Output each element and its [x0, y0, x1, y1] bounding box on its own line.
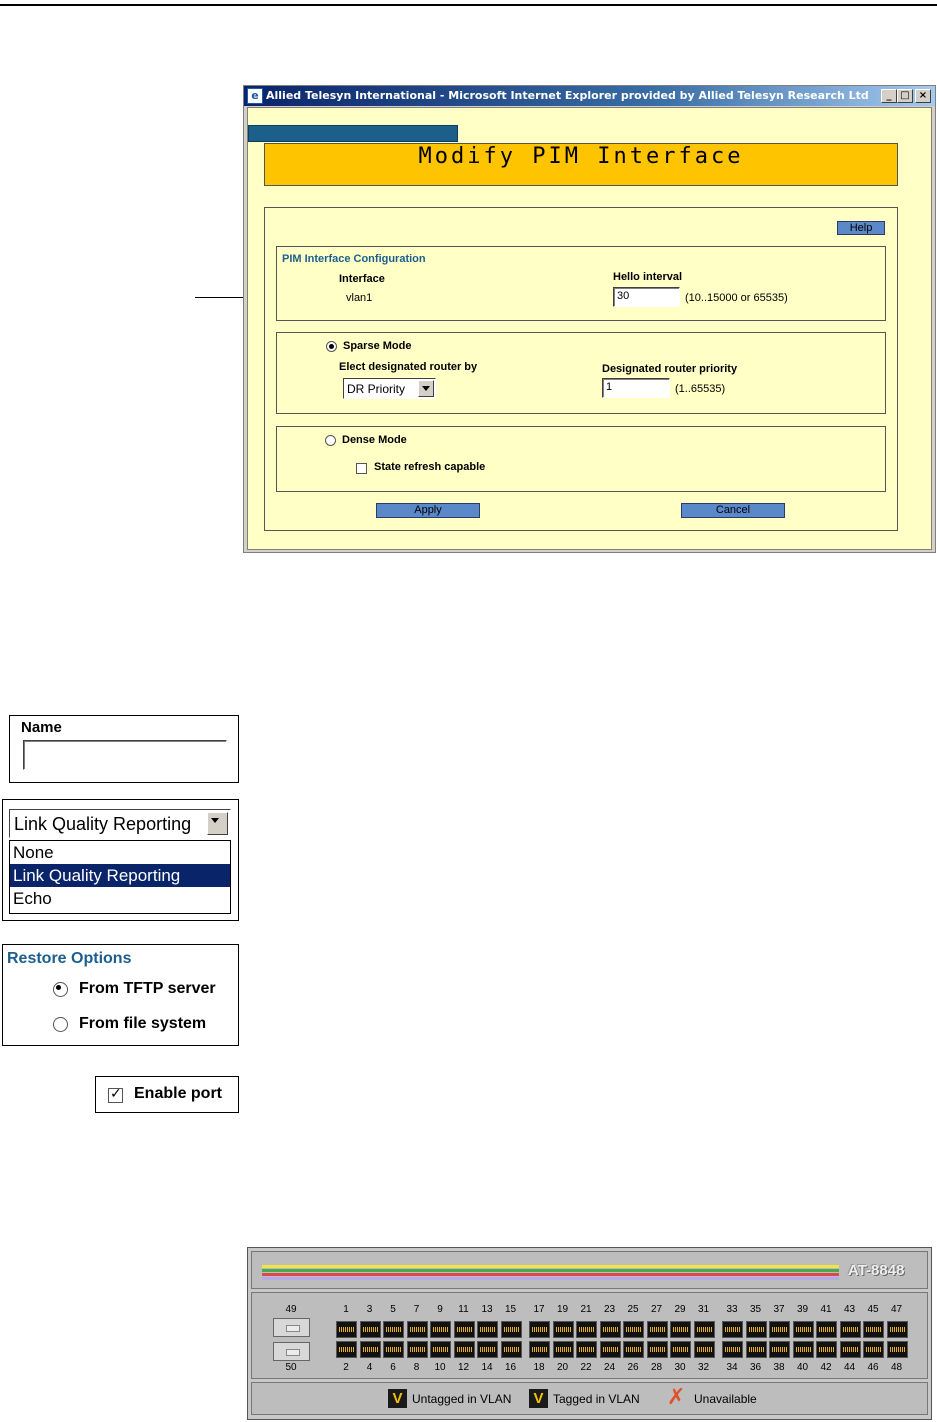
tftp-radio[interactable]	[53, 982, 68, 997]
name-input[interactable]	[23, 740, 227, 770]
close-button[interactable]: ×	[915, 89, 931, 103]
rj45-port[interactable]	[670, 1341, 691, 1358]
port-number: 1	[343, 1304, 349, 1315]
port-number: 23	[603, 1304, 616, 1315]
interface-value: vlan1	[346, 292, 373, 304]
rj45-port[interactable]	[477, 1321, 498, 1338]
dropdown-option[interactable]: None	[13, 843, 54, 862]
rj45-port[interactable]	[529, 1321, 550, 1338]
port-number: 21	[580, 1304, 592, 1315]
restore-options-title: Restore Options	[7, 950, 132, 967]
switch-model: AT-8848	[848, 1262, 905, 1279]
dropdown-list	[9, 840, 231, 914]
port-number: 13	[481, 1304, 493, 1315]
dense-section	[276, 426, 886, 492]
rj45-port[interactable]	[383, 1321, 404, 1338]
stripe-yellow	[262, 1265, 839, 1268]
enable-port-widget	[95, 1076, 239, 1113]
port-number: 7	[413, 1304, 420, 1315]
rj45-port[interactable]	[360, 1321, 381, 1338]
port-number: 29	[674, 1304, 686, 1315]
switch-header	[251, 1251, 928, 1289]
rj45-port[interactable]	[501, 1341, 522, 1358]
rj45-port[interactable]	[816, 1321, 837, 1338]
port-number: 50	[285, 1362, 297, 1373]
port-number: 6	[390, 1362, 396, 1373]
rj45-port[interactable]	[746, 1321, 767, 1338]
rj45-port[interactable]	[501, 1321, 522, 1338]
port-number: 18	[533, 1362, 545, 1373]
state-refresh-checkbox[interactable]	[356, 463, 367, 474]
enable-port-checkbox[interactable]	[108, 1088, 123, 1103]
state-refresh-label: State refresh capable	[374, 461, 486, 473]
port-number: 48	[890, 1362, 903, 1373]
form-panel	[264, 207, 898, 531]
port-number: 35	[749, 1304, 762, 1315]
port-number: 19	[556, 1304, 569, 1315]
untagged-label: Untagged in VLAN	[412, 1392, 512, 1406]
port-number: 27	[650, 1304, 663, 1315]
file-system-label: From file system	[79, 1015, 207, 1032]
checkmark-icon: ✓	[110, 1086, 122, 1102]
rj45-port[interactable]	[600, 1341, 621, 1358]
minimize-button[interactable]: _	[881, 89, 897, 103]
elect-dropdown-value: DR Priority	[347, 382, 406, 396]
rj45-port[interactable]	[576, 1321, 597, 1338]
port-number: 39	[796, 1304, 809, 1315]
port-number: 45	[867, 1304, 879, 1315]
page-content	[247, 107, 932, 550]
rj45-port[interactable]	[694, 1341, 715, 1358]
rj45-port[interactable]	[670, 1321, 691, 1338]
rj45-port[interactable]	[336, 1321, 357, 1338]
port-number: 16	[504, 1362, 517, 1373]
port-number: 43	[843, 1304, 856, 1315]
rj45-port[interactable]	[746, 1341, 767, 1358]
port-number: 3	[366, 1304, 373, 1315]
port-number: 30	[674, 1362, 686, 1373]
priority-range: (1..65535)	[675, 383, 726, 395]
rj45-port[interactable]	[529, 1341, 550, 1358]
page-top-rule	[0, 4, 937, 6]
port-number: 26	[627, 1362, 639, 1373]
unavailable-label: Unavailable	[694, 1392, 757, 1406]
rj45-port[interactable]	[430, 1321, 451, 1338]
window-title: Allied Telesyn International - Microsoft Internet Explorer provided by Allied Telesyn Research Ltd	[266, 89, 869, 102]
name-widget	[9, 715, 239, 783]
apply-button[interactable]: Apply	[376, 503, 480, 518]
nav-tab[interactable]	[248, 125, 458, 142]
port-number: 2	[343, 1362, 349, 1373]
file-system-radio[interactable]	[53, 1017, 68, 1032]
rj45-port[interactable]	[647, 1341, 668, 1358]
port-number: 47	[890, 1304, 903, 1315]
rj45-port[interactable]	[887, 1341, 908, 1358]
name-label: Name	[21, 719, 62, 736]
chevron-down-icon[interactable]	[207, 812, 228, 835]
port-area	[251, 1292, 928, 1379]
rj45-port[interactable]	[407, 1321, 428, 1338]
maximize-button[interactable]: □	[897, 89, 913, 103]
dropdown-option-highlighted[interactable]: Link Quality Reporting	[10, 864, 230, 887]
tftp-label: From TFTP server	[79, 980, 216, 997]
port-number: 41	[820, 1304, 832, 1315]
rj45-port[interactable]	[553, 1341, 574, 1358]
stripe-green	[262, 1269, 839, 1272]
untagged-icon: V	[388, 1389, 407, 1408]
elect-label: Elect designated router by	[339, 361, 478, 373]
sfp-port-49[interactable]	[273, 1318, 310, 1337]
port-number: 49	[285, 1304, 297, 1315]
restore-options-widget	[2, 944, 239, 1046]
sparse-mode-radio[interactable]	[326, 341, 337, 352]
port-number: 8	[413, 1362, 420, 1373]
tagged-label: Tagged in VLAN	[553, 1392, 640, 1406]
port-number: 12	[457, 1362, 470, 1373]
enable-port-label: Enable port	[134, 1085, 223, 1102]
port-number: 20	[556, 1362, 569, 1373]
tagged-icon: V	[529, 1389, 548, 1408]
rj45-port[interactable]	[694, 1321, 715, 1338]
sparse-mode-label: Sparse Mode	[343, 340, 412, 352]
port-number: 31	[697, 1304, 710, 1315]
port-number: 17	[533, 1304, 545, 1315]
elect-dropdown[interactable]	[343, 378, 436, 399]
port-number: 38	[773, 1362, 785, 1373]
port-number: 33	[726, 1304, 738, 1315]
rj45-port[interactable]	[722, 1321, 743, 1338]
unavailable-icon: ✗	[667, 1385, 686, 1410]
port-number: 46	[867, 1362, 879, 1373]
rj45-port[interactable]	[454, 1321, 475, 1338]
ie-logo-icon: e	[247, 88, 263, 104]
rj45-port[interactable]	[863, 1341, 884, 1358]
rj45-port[interactable]	[887, 1321, 908, 1338]
rj45-port[interactable]	[360, 1341, 381, 1358]
rj45-port[interactable]	[769, 1321, 790, 1338]
rj45-port[interactable]	[793, 1341, 814, 1358]
hello-interval-label: Hello interval	[613, 271, 683, 283]
rj45-port[interactable]	[623, 1321, 644, 1338]
hello-interval-range: (10..15000 or 65535)	[685, 292, 788, 304]
rj45-port[interactable]	[336, 1341, 357, 1358]
port-number: 15	[504, 1304, 517, 1315]
rj45-port[interactable]	[553, 1321, 574, 1338]
port-number: 40	[796, 1362, 809, 1373]
rj45-port[interactable]	[863, 1321, 884, 1338]
port-number: 36	[749, 1362, 762, 1373]
rj45-port[interactable]	[647, 1321, 668, 1338]
rj45-port[interactable]	[793, 1321, 814, 1338]
rj45-port[interactable]	[816, 1341, 837, 1358]
rj45-port[interactable]	[600, 1321, 621, 1338]
rj45-port[interactable]	[722, 1341, 743, 1358]
rj45-port[interactable]	[840, 1341, 861, 1358]
dropdown-option[interactable]: Echo	[13, 889, 52, 908]
port-number: 32	[697, 1362, 710, 1373]
dense-mode-radio[interactable]	[325, 435, 336, 446]
rj45-port[interactable]	[383, 1341, 404, 1358]
browser-window	[243, 85, 936, 553]
rj45-port[interactable]	[430, 1341, 451, 1358]
port-number: 28	[650, 1362, 663, 1373]
hello-interval-input[interactable]: 30	[613, 287, 680, 307]
port-number: 34	[726, 1362, 738, 1373]
rj45-port[interactable]	[576, 1341, 597, 1358]
rj45-port[interactable]	[840, 1321, 861, 1338]
link-quality-select-value: Link Quality Reporting	[14, 814, 192, 834]
cancel-button[interactable]: Cancel	[681, 503, 785, 518]
sparse-section	[276, 332, 886, 414]
priority-input[interactable]: 1	[602, 378, 670, 398]
sfp-port-50[interactable]	[273, 1342, 310, 1361]
legend	[251, 1382, 928, 1415]
chevron-down-icon[interactable]	[418, 380, 434, 397]
interface-label: Interface	[339, 273, 385, 285]
section-title: PIM Interface Configuration	[282, 253, 426, 265]
port-number: 44	[843, 1362, 856, 1373]
rj45-port[interactable]	[477, 1341, 498, 1358]
port-number: 42	[820, 1362, 832, 1373]
port-number: 22	[580, 1362, 592, 1373]
config-section	[276, 246, 886, 321]
switch-front-panel	[247, 1247, 932, 1420]
port-number: 9	[437, 1304, 443, 1315]
port-number: 11	[458, 1304, 469, 1315]
port-number: 24	[603, 1362, 616, 1373]
rj45-port[interactable]	[454, 1341, 475, 1358]
help-button[interactable]: Help	[837, 221, 885, 235]
stripe-red	[262, 1273, 839, 1276]
port-number: 14	[481, 1362, 493, 1373]
rj45-port[interactable]	[623, 1341, 644, 1358]
port-number: 25	[627, 1304, 639, 1315]
page-heading: Modify PIM Interface	[264, 143, 898, 186]
dense-mode-label: Dense Mode	[342, 434, 407, 446]
rj45-port[interactable]	[769, 1341, 790, 1358]
port-number: 5	[390, 1304, 396, 1315]
rj45-port[interactable]	[407, 1341, 428, 1358]
title-bar	[244, 86, 935, 106]
port-number: 10	[434, 1362, 446, 1373]
port-number: 37	[773, 1304, 785, 1315]
priority-label: Designated router priority	[602, 363, 738, 375]
dropdown-widget	[2, 799, 239, 921]
port-number: 4	[366, 1362, 373, 1373]
stripe-lavender	[262, 1277, 839, 1280]
link-quality-select[interactable]	[9, 809, 231, 838]
